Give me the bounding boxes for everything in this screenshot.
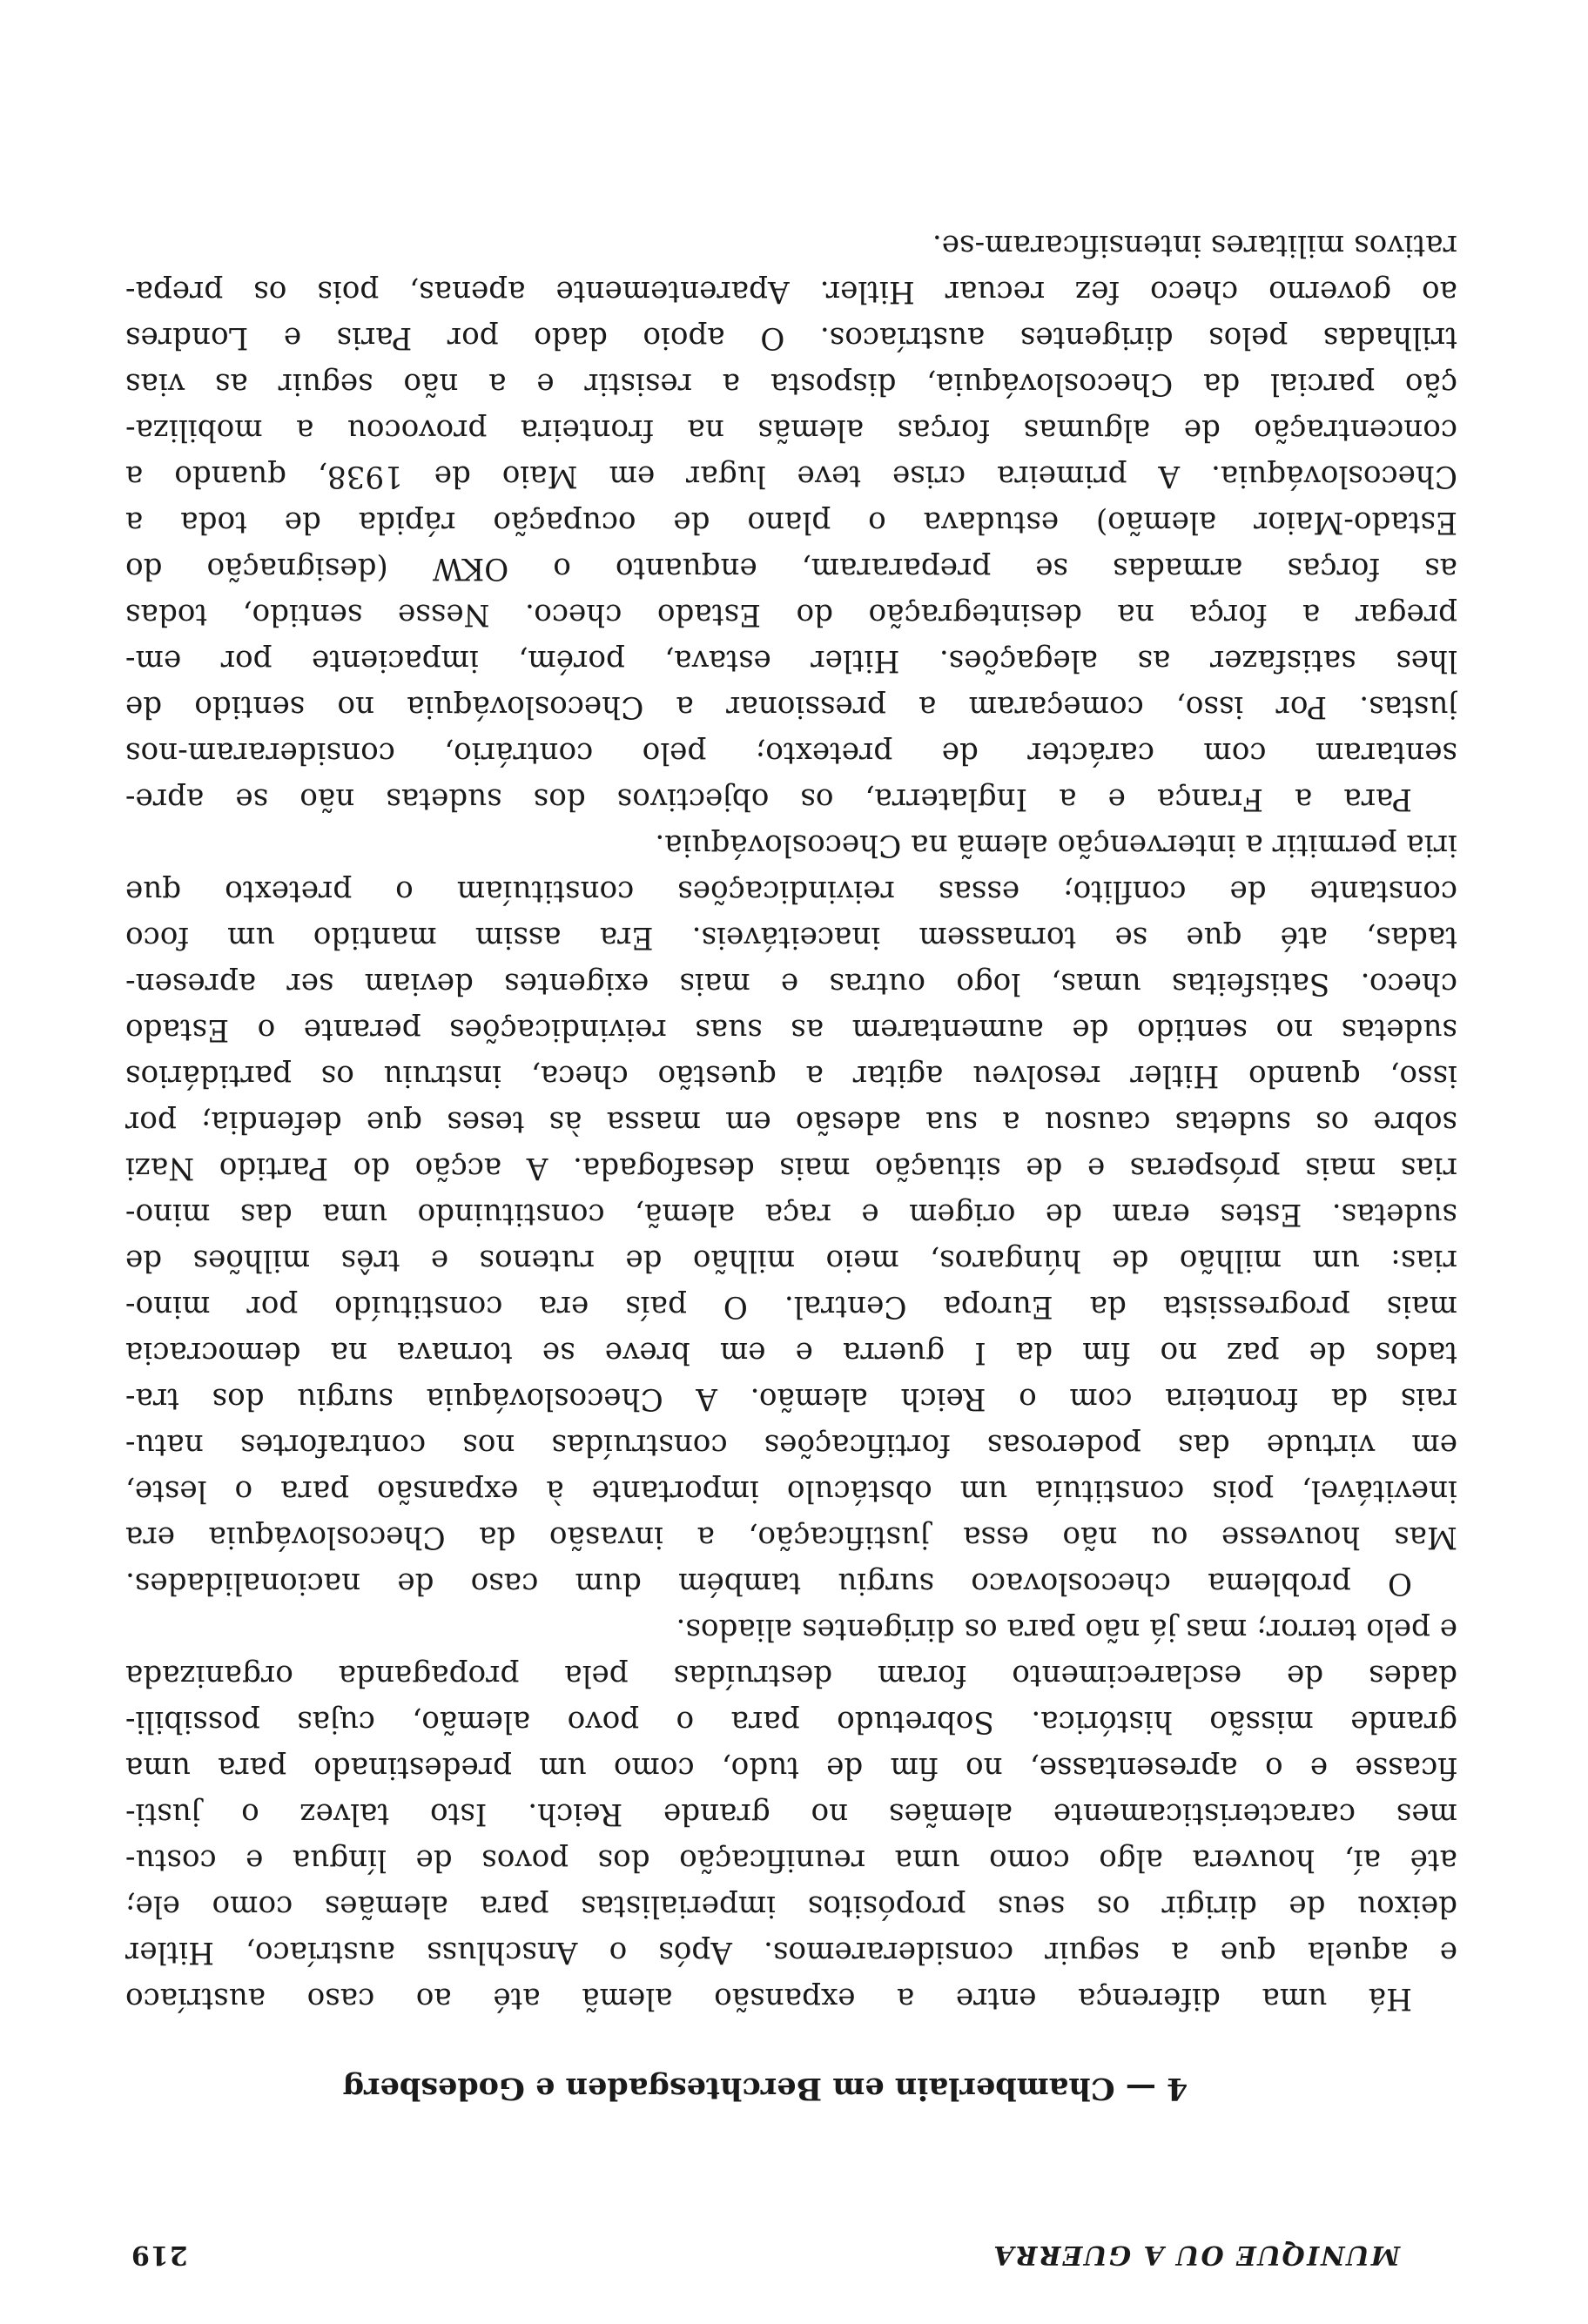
text-line: lhes satisfazer as alegações. Hitler estava, porém, impaciente por em-: [125, 643, 1457, 678]
text-line: trilhadas pelos dirigentes austríacos. O apoio dado por Paris e Londres: [125, 320, 1457, 355]
text-line: ção parcial da Checoslováquia, disposta a resistir e a não seguir as vias: [125, 366, 1457, 401]
text-line: iria permitir a intervenção alemã na Checoslováquia.: [655, 828, 1457, 863]
text-line: ao governo checo fez recuar Hitler. Aparentemente apenas, pois os prepa-: [125, 274, 1457, 309]
text-line: Há uma diferença entre a expansão alemã até ao caso austríaco: [125, 1981, 1412, 2016]
text-line: concentração de algumas forças alemãs na fronteira provocou a mobiliza-: [125, 413, 1457, 447]
text-line: O problema checoslovaco surgiu também dum caso de nacionalidades.: [125, 1566, 1412, 1601]
text-line: rias: um milhão de húngaros, meio milhão de rutenos e três milhões de: [125, 1243, 1457, 1278]
text-line: deixou de dirigir os seus propósitos imperialistas para alemães como ele;: [125, 1889, 1457, 1924]
text-line: sudetas no sentido de aumentarem as suas reivindicações perante o Estado: [125, 1012, 1457, 1047]
text-line: ficasse e o apresentasse, no fim de tudo, como um predestinado para uma: [125, 1750, 1457, 1785]
text-line: Checoslováquia. A primeira crise teve lugar em Maio de 1938, quando a: [125, 459, 1457, 494]
paragraph-1: [125, 1606, 1457, 2021]
text-line: mes caracteristicamente alemães no grande Reich. Isto talvez o justi-: [125, 1797, 1457, 1831]
text-line: Estado-Maior alemão) estudava o plano de ocupação rápida de toda a: [125, 505, 1457, 540]
running-head-title: MUNIQUE OU A GUERRA: [992, 2240, 1400, 2270]
paragraph-3: [125, 222, 1457, 822]
text-line: rais da fronteira com o Reich alemão. A Checoslováquia surgiu dos tra-: [125, 1381, 1457, 1416]
text-line: justas. Por isso, começaram a pressionar a Checoslováquia no sentido de: [125, 689, 1457, 724]
text-line: sobre os sudetas causou a sua adesão em massa às teses que defendia; por: [125, 1105, 1457, 1139]
text-line: rias mais prósperas e de situação mais desafogada. A acção do Partido Nazi: [125, 1151, 1457, 1186]
text-line: sudetas. Estes eram de origem e raça alemã, constituindo uma das mino-: [125, 1197, 1457, 1232]
text-line: tadas, até que se tornassem inaceitáveis. Era assim mantido um foco: [125, 920, 1457, 955]
text-line: em virtude das poderosas fortificações construídas nos contrafortes natu-: [125, 1427, 1457, 1462]
text-line: sentaram com carácter de pretexto; pelo contrário, consideraram-nos: [125, 735, 1457, 770]
text-line: inevitável, pois constituía um obstáculo importante à expansão para o leste,: [125, 1474, 1457, 1508]
text-line: mais progressista da Europa Central. O país era constituído por mino-: [125, 1289, 1457, 1324]
text-line: isso, quando Hitler resolveu agitar a questão checa, instruiu os partidários: [125, 1058, 1457, 1093]
text-line: Mas houvesse ou não essa justificação, a invasão da Checoslováquia era: [125, 1520, 1457, 1555]
text-line: dades de esclarecimento foram destruídas pela propaganda organizada: [125, 1658, 1457, 1693]
text-line: rativos militares intensificaram-se.: [932, 228, 1457, 263]
text-line: e pelo terror; mas já não para os dirigentes aliados.: [676, 1612, 1457, 1647]
text-line: e aquela que a seguir consideraremos. Após o Anschluss austríaco, Hitler: [125, 1935, 1457, 1970]
text-line: constante de conflito; essas reivindicações constituíam o pretexto que: [125, 874, 1457, 909]
section-heading: 4 — Chamberlain em Berchtesgaden e Godesberg: [342, 2071, 1188, 2106]
running-head: [131, 2235, 1400, 2270]
text-line: até aí, houvera algo como uma reunificação dos povos de língua e costu-: [125, 1843, 1457, 1877]
text-line: as forças armadas se prepararam, enquanto o OKW (designação do: [125, 551, 1457, 586]
body-text: [125, 222, 1457, 2021]
text-line: checo. Satisfeitas umas, logo outras e mais exigentes deviam ser apresen-: [125, 966, 1457, 1001]
page-number: 219: [131, 2240, 188, 2270]
text-line: Para a França e a Inglaterra, os objectivos dos sudetas não se apre-: [125, 782, 1412, 816]
paragraph-2: [125, 822, 1457, 1606]
text-line: tados de paz no fim da I guerra e em breve se tornava na democracia: [125, 1335, 1457, 1370]
text-line: grande missão histórica. Sobretudo para o povo alemão, cujas possibili-: [125, 1704, 1457, 1739]
text-line: pregar a força na desintegração do Estado checo. Nesse sentido, todas: [125, 597, 1457, 632]
